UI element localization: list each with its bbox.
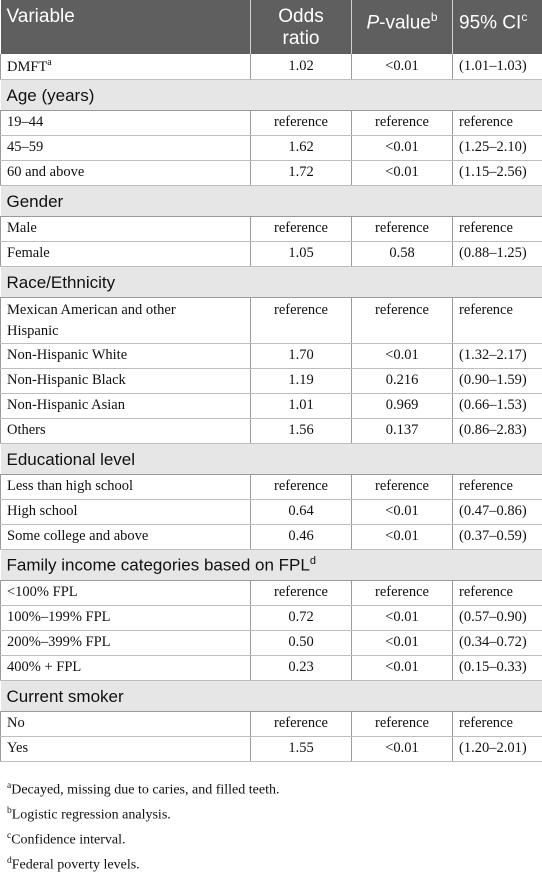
footnote-mark: d [7, 856, 12, 866]
cell-odds-ratio: 1.19 [251, 368, 352, 393]
table-row [1, 580, 542, 605]
cell-odds-ratio: 1.70 [251, 343, 352, 368]
footnote [7, 851, 279, 876]
section-title: Age (years) [1, 79, 542, 110]
dmft-label: DMFT [7, 59, 47, 75]
section-title: Educational level [1, 443, 542, 474]
cell-p-value: reference [352, 110, 453, 135]
section-header-gender [1, 185, 542, 216]
row-label: Some college and above [1, 524, 251, 549]
cell-p-value: <0.01 [352, 524, 453, 549]
cell-p-value: reference [352, 216, 453, 241]
footnotes [7, 776, 279, 877]
header-odds-ratio [251, 0, 352, 54]
cell-odds-ratio: reference [251, 216, 352, 241]
cell-odds-ratio: 0.23 [251, 655, 352, 680]
row-label: Non-Hispanic Black [1, 368, 251, 393]
cell-p-value: <0.01 [352, 343, 453, 368]
cell-ci: (0.34–0.72) [453, 630, 542, 655]
row-label: <100% FPL [1, 580, 251, 605]
cell-p-value: <0.01 [352, 54, 453, 79]
footnote-mark: b [7, 806, 12, 816]
row-label: High school [1, 499, 251, 524]
cell-odds-ratio: 0.50 [251, 630, 352, 655]
section-title [1, 549, 542, 580]
footnote-text: Confidence interval. [11, 833, 125, 848]
cell-odds-ratio: reference [251, 110, 352, 135]
cell-p-value: <0.01 [352, 160, 453, 185]
row-label: 200%–399% FPL [1, 630, 251, 655]
cell-odds-ratio: 1.02 [251, 54, 352, 79]
section-header-race [1, 266, 542, 297]
table-row [1, 474, 542, 499]
table-row [1, 630, 542, 655]
row-label: Less than high school [1, 474, 251, 499]
section-header-income [1, 549, 542, 580]
row-label: Others [1, 418, 251, 443]
section-title: Current smoker [1, 680, 542, 711]
cell-p-value: reference [352, 711, 453, 736]
section-header-education [1, 443, 542, 474]
row-label: Female [1, 241, 251, 266]
header-odds-ratio-line2: ratio [283, 28, 320, 49]
table-row [1, 418, 542, 443]
footnote-mark: c [7, 831, 11, 841]
cell-p-value: <0.01 [352, 736, 453, 761]
header-ci-sup: c [521, 10, 527, 24]
table-row [1, 499, 542, 524]
cell-p-value: <0.01 [352, 655, 453, 680]
cell-ci: reference [453, 216, 542, 241]
cell-ci: reference [453, 110, 542, 135]
cell-ci: (1.32–2.17) [453, 343, 542, 368]
cell-ci: reference [453, 580, 542, 605]
header-ci [453, 0, 542, 54]
header-variable-text: Variable [7, 6, 75, 27]
cell-ci: (1.25–2.10) [453, 135, 542, 160]
cell-p-value: <0.01 [352, 630, 453, 655]
table-row [1, 711, 542, 736]
footnote-text: Logistic regression analysis. [12, 808, 171, 823]
cell-p-value: 0.969 [352, 393, 453, 418]
table-row [1, 216, 542, 241]
section-title: Race/Ethnicity [1, 266, 542, 297]
cell-odds-ratio: reference [251, 297, 352, 343]
row-label: Non-Hispanic White [1, 343, 251, 368]
row-label: 400% + FPL [1, 655, 251, 680]
footnote [7, 801, 279, 826]
cell-odds-ratio: 1.55 [251, 736, 352, 761]
row-label: No [1, 711, 251, 736]
cell-odds-ratio: 1.56 [251, 418, 352, 443]
table-row [1, 241, 542, 266]
cell-odds-ratio: 1.62 [251, 135, 352, 160]
table-row [1, 110, 542, 135]
cell-p-value: <0.01 [352, 499, 453, 524]
cell-odds-ratio: reference [251, 711, 352, 736]
table-row [1, 524, 542, 549]
cell-ci: (0.15–0.33) [453, 655, 542, 680]
table-row [1, 297, 542, 343]
table-row [1, 343, 542, 368]
row-label: 100%–199% FPL [1, 605, 251, 630]
section-header-age [1, 79, 542, 110]
row-label [1, 297, 251, 343]
header-p-value [352, 0, 453, 54]
cell-odds-ratio: reference [251, 580, 352, 605]
footnote-text: Decayed, missing due to caries, and filled teeth. [11, 783, 279, 798]
cell-p-value: reference [352, 474, 453, 499]
cell-ci: reference [453, 297, 542, 343]
cell-p-value: 0.216 [352, 368, 453, 393]
cell-ci: (0.47–0.86) [453, 499, 542, 524]
table-row [1, 135, 542, 160]
row-label-line1: Mexican American and other [7, 302, 176, 318]
cell-p-value: reference [352, 580, 453, 605]
table-row [1, 393, 542, 418]
cell-p-value: 0.137 [352, 418, 453, 443]
row-label: Yes [1, 736, 251, 761]
cell-ci: reference [453, 474, 542, 499]
table-row [1, 655, 542, 680]
cell-ci: (1.20–2.01) [453, 736, 542, 761]
table-row-dmft [1, 54, 542, 79]
header-row [1, 0, 542, 54]
table-row [1, 368, 542, 393]
cell-ci: (0.37–0.59) [453, 524, 542, 549]
cell-ci: (1.01–1.03) [453, 54, 542, 79]
row-label: 60 and above [1, 160, 251, 185]
cell-ci: (0.90–1.59) [453, 368, 542, 393]
section-title-text: Family income categories based on FPL [7, 556, 310, 575]
cell-odds-ratio: reference [251, 474, 352, 499]
cell-ci: (0.86–2.83) [453, 418, 542, 443]
footnote-text: Federal poverty levels. [12, 858, 140, 873]
cell-p-value: <0.01 [352, 605, 453, 630]
footnote [7, 826, 279, 851]
cell-odds-ratio: 0.46 [251, 524, 352, 549]
header-variable [1, 0, 251, 54]
row-label: 19–44 [1, 110, 251, 135]
header-p-sup: b [431, 10, 438, 24]
header-odds-ratio-line1: Odds [278, 6, 323, 27]
table-row [1, 736, 542, 761]
cell-p-value: 0.58 [352, 241, 453, 266]
cell-ci: (0.88–1.25) [453, 241, 542, 266]
cell-odds-ratio: 0.72 [251, 605, 352, 630]
cell-ci: (1.15–2.56) [453, 160, 542, 185]
section-header-smoker [1, 680, 542, 711]
dmft-sup: a [47, 57, 51, 68]
row-label: 45–59 [1, 135, 251, 160]
cell-odds-ratio: 1.01 [251, 393, 352, 418]
header-p-italic: P [366, 12, 379, 33]
cell-odds-ratio: 1.05 [251, 241, 352, 266]
section-title-sup: d [310, 555, 316, 567]
table-row [1, 160, 542, 185]
cell-odds-ratio: 0.64 [251, 499, 352, 524]
footnote [7, 776, 279, 801]
cell-ci: (0.57–0.90) [453, 605, 542, 630]
cell-odds-ratio: 1.72 [251, 160, 352, 185]
cell-p-value: reference [352, 297, 453, 343]
row-label-line2: Hispanic [7, 323, 59, 339]
row-label [1, 54, 251, 79]
footnote-mark: a [7, 781, 11, 791]
row-label: Non-Hispanic Asian [1, 393, 251, 418]
header-p-rest: -value [379, 12, 431, 33]
section-title: Gender [1, 185, 542, 216]
header-ci-text: 95% CI [459, 12, 521, 33]
cell-p-value: <0.01 [352, 135, 453, 160]
table-row [1, 605, 542, 630]
cell-ci: (0.66–1.53) [453, 393, 542, 418]
row-label: Male [1, 216, 251, 241]
cell-ci: reference [453, 711, 542, 736]
